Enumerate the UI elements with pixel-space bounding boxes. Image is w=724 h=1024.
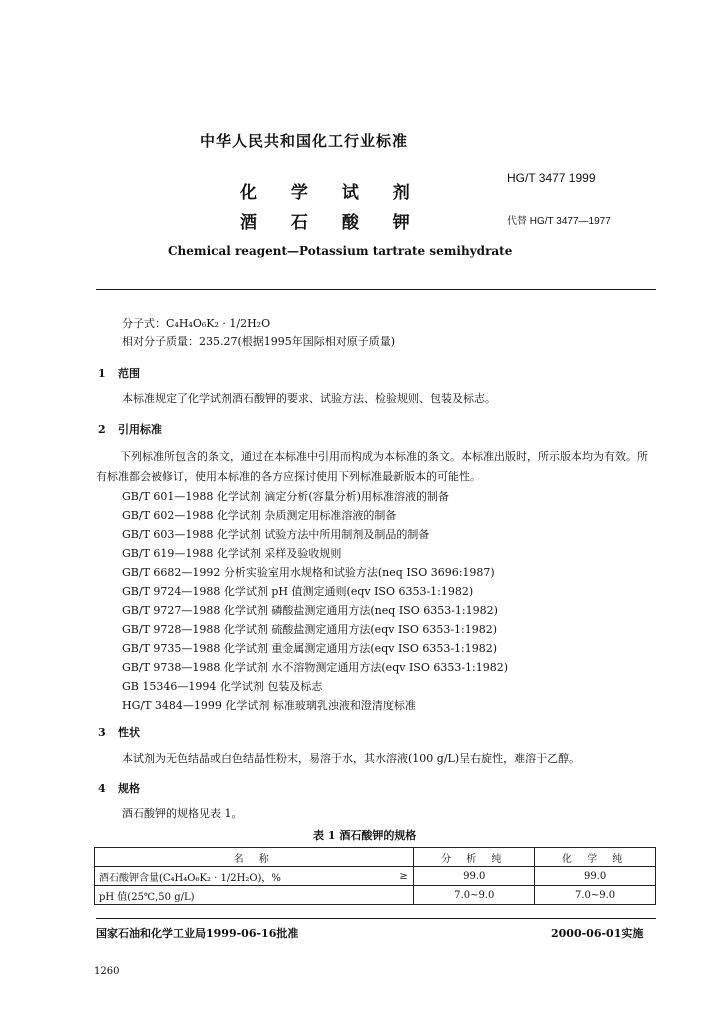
molecular-formula: 分子式：C₄H₄O₆K₂ · 1/2H₂O [122,317,271,330]
header-divider [96,289,656,290]
section-2-body: 下列标准所包含的条文，通过在本标准中引用而构成为本标准的条文。本标准出版时，所示版本均为有效。所有标准都会被修订，使用本标准的各方应探讨使用下列标准最新版本的可能性。 [96,450,648,483]
reference-item: HG/T 3484—1999 化学试剂 标准玻璃乳浊液和澄清度标准 [122,699,416,712]
molecular-mass: 相对分子质量：235.27(根据1995年国际相对原子质量) [122,335,396,348]
footer-divider [96,918,656,919]
section-1-body: 本标准规定了化学试剂酒石酸钾的要求、试验方法、检验规则、包装及标志。 [122,392,496,405]
effective-date: 2000-06-01实施 [551,927,644,940]
approval-date: 国家石油和化学工业局1999-06-16批准 [96,927,299,940]
row-operator: ≥ [394,867,414,886]
table-row [95,867,656,886]
replaces-standard: 代替 HG/T 3477—1977 [507,216,611,227]
section-4-body: 酒石酸钾的规格见表 1。 [122,807,243,820]
column-header-name: 名 称 [95,848,414,867]
row-operator [394,886,414,905]
standard-code: HG/T 3477 1999 [507,171,596,185]
table-header-row [95,848,656,867]
reference-item: GB/T 9724—1988 化学试剂 pH 值测定通则(eqv ISO 6353-1:1982) [122,585,474,598]
section-title: 引用标准 [118,423,162,436]
issuing-organization: 中华人民共和国化工行业标准 [200,132,409,150]
section-title: 性状 [118,726,140,739]
row-name: pH 值(25℃,50 g/L) [95,886,394,905]
section-title: 范围 [118,367,140,380]
reference-item: GB/T 6682—1992 分析实验室用水规格和试验方法(neq ISO 3696:1987) [122,566,495,579]
reference-item: GB/T 619—1988 化学试剂 采样及验收规则 [122,547,342,560]
reference-item: GB/T 601—1988 化学试剂 滴定分析(容量分析)用标准溶液的制备 [122,490,449,503]
reference-item: GB/T 9738—1988 化学试剂 水不溶物测定通用方法(eqv ISO 6353-1:1982) [122,661,509,674]
section-3-heading [98,724,140,740]
column-header-cp: 化 学 纯 [535,848,656,867]
reference-item: GB/T 9728—1988 化学试剂 硫酸盐测定通用方法(eqv ISO 6353-1:1982) [122,623,498,636]
section-number: 1 [98,367,106,380]
row-cp-value: 99.0 [535,867,656,886]
title-line-2: 酒 石 酸 钾 [240,213,424,233]
row-name: 酒石酸钾含量(C₄H₄O₆K₂ · 1/2H₂O)，% [95,867,394,886]
reference-item: GB/T 9727—1988 化学试剂 磷酸盐测定通用方法(neq ISO 6353-1:1982) [122,604,498,617]
section-title: 规格 [118,782,140,795]
table-row [95,886,656,905]
reference-item: GB 15346—1994 化学试剂 包装及标志 [122,680,323,693]
reference-item: GB/T 602—1988 化学试剂 杂质测定用标准溶液的制备 [122,509,397,522]
row-ar-value: 7.0~9.0 [414,886,535,905]
section-number: 4 [98,782,106,795]
reference-list [122,487,508,715]
section-number: 3 [98,726,106,739]
section-3-body: 本试剂为无色结晶或白色结晶性粉末，易溶于水，其水溶液(100 g/L)呈右旋性，难溶于乙醇。 [122,752,581,765]
reference-item: GB/T 603—1988 化学试剂 试验方法中所用制剂及制品的制备 [122,528,430,541]
page-number: 1260 [94,966,120,977]
row-ar-value: 99.0 [414,867,535,886]
english-title: Chemical reagent—Potassium tartrate semihydrate [168,244,513,258]
title-line-1: 化 学 试 剂 [240,183,424,203]
section-4-heading [98,780,140,796]
spec-table [94,847,656,905]
table-caption: 表 1 酒石酸钾的规格 [313,829,417,842]
reference-item: GB/T 9735—1988 化学试剂 重金属测定通用方法(eqv ISO 6353-1:1982) [122,642,498,655]
row-cp-value: 7.0~9.0 [535,886,656,905]
section-number: 2 [98,423,106,436]
section-2-heading [98,421,162,437]
column-header-ar: 分 析 纯 [414,848,535,867]
section-1-heading [98,365,140,381]
